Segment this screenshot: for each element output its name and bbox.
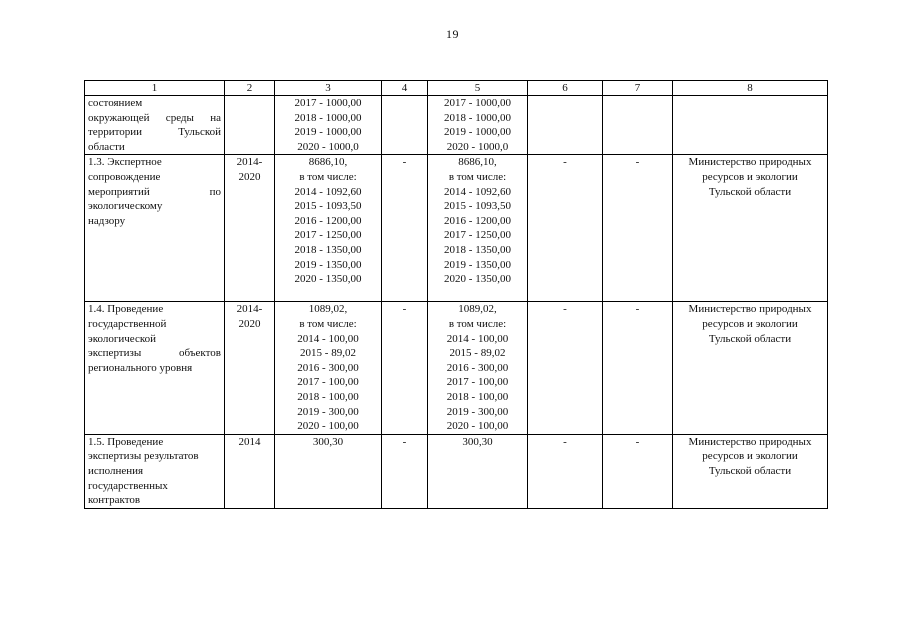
cell-line: 2016 - 300,00 [297, 361, 359, 374]
program-table [84, 80, 828, 509]
cell-line: 2016 - 300,00 [446, 361, 509, 374]
extrabudgetary-cell: - [603, 302, 673, 434]
regional-budget-cell [428, 96, 528, 155]
activity-name-cell [85, 434, 225, 508]
cell-line: надзору [88, 214, 126, 227]
regional-budget-cell [428, 302, 528, 434]
cell-line: 2017 - 100,00 [446, 376, 509, 389]
cell-line: 2014 - 1092,60 [294, 185, 362, 198]
cell-line: территории Тульской [88, 126, 221, 139]
cell-line: 2020 [238, 317, 261, 330]
header-cell: 8 [673, 81, 828, 96]
total-funding-cell [275, 155, 382, 302]
cell-line: 2020 - 1350,00 [294, 273, 362, 286]
header-cell: 7 [603, 81, 673, 96]
cell-line: 2018 - 1000,00 [294, 111, 362, 124]
cell-line: 2020 - 100,00 [446, 420, 509, 433]
cell-line: 2014 - 100,00 [297, 332, 359, 345]
total-funding-cell [275, 434, 382, 508]
regional-budget-cell [428, 434, 528, 508]
cell-line: ресурсов и экологии [702, 317, 798, 330]
cell-line: 2017 - 1000,00 [444, 97, 511, 109]
local-budget-cell: - [528, 302, 603, 434]
cell-line: 2015 - 1093,50 [294, 200, 362, 213]
header-cell: 4 [382, 81, 428, 96]
cell-line: окружающей среды на [88, 111, 221, 124]
activity-name-cell [85, 155, 225, 302]
total-funding-cell [275, 96, 382, 155]
cell-line: 2018 - 100,00 [297, 390, 359, 403]
cell-line: в том числе: [299, 170, 357, 183]
cell-line: в том числе: [448, 317, 507, 330]
header-cell: 2 [225, 81, 275, 96]
local-budget-cell: - [528, 155, 603, 302]
regional-budget-cell [428, 155, 528, 302]
federal-budget-cell [382, 96, 428, 155]
cell-line: экспертизы объектов [88, 347, 221, 360]
federal-budget-cell: - [382, 302, 428, 434]
cell-line: сопровождение [88, 170, 161, 183]
period-cell [225, 96, 275, 155]
extrabudgetary-cell: - [603, 155, 673, 302]
cell-line: 300,30 [312, 435, 344, 448]
cell-line: 2016 - 1200,00 [444, 214, 511, 227]
cell-line: исполнения [88, 464, 144, 477]
cell-line: ресурсов и экологии [702, 450, 798, 463]
period-cell [225, 155, 275, 302]
extrabudgetary-cell [603, 96, 673, 155]
cell-line: Министерство природных [688, 435, 812, 448]
cell-line: 2014 [238, 435, 261, 448]
table-row [85, 302, 828, 434]
cell-line: 2017 - 1000,00 [294, 97, 362, 109]
cell-line: 1.3. Экспертное [88, 156, 162, 169]
cell-line: экологической [88, 332, 156, 345]
period-cell [225, 302, 275, 434]
total-funding-cell [275, 302, 382, 434]
header-cell: 5 [428, 81, 528, 96]
table-row [85, 96, 828, 155]
cell-line: в том числе: [448, 170, 507, 183]
cell-line: ресурсов и экологии [702, 170, 798, 183]
cell-line: экспертизы результатов [88, 450, 199, 463]
cell-line: 2018 - 1000,00 [444, 111, 511, 124]
cell-line: 2020 - 1000,0 [297, 140, 359, 153]
header-row [85, 81, 828, 96]
federal-budget-cell: - [382, 434, 428, 508]
cell-line: мероприятий по [88, 185, 221, 198]
cell-line: Тульской области [708, 464, 792, 477]
cell-line: 2018 - 100,00 [446, 390, 509, 403]
cell-line: регионального уровня [88, 361, 193, 374]
cell-line: 2015 - 89,02 [449, 347, 506, 360]
header-cell: 1 [85, 81, 225, 96]
cell-line: 1089,02, [308, 303, 348, 316]
cell-line: 2014- [236, 303, 263, 316]
page-number: 19 [446, 27, 459, 41]
cell-line: 2014 - 1092,60 [444, 185, 511, 198]
cell-line: государственных [88, 479, 168, 492]
cell-line: 2020 - 1350,00 [444, 273, 511, 286]
executor-cell [673, 302, 828, 434]
header-cell: 3 [275, 81, 382, 96]
cell-line: контрактов [88, 494, 141, 507]
cell-line: 2019 - 1350,00 [444, 258, 511, 271]
cell-line: 8686,10, [308, 156, 348, 169]
cell-line: 8686,10, [458, 156, 497, 169]
federal-budget-cell: - [382, 155, 428, 302]
cell-line: 1.4. Проведение [88, 303, 164, 316]
cell-line: Министерство природных [688, 156, 812, 169]
cell-line: 2019 - 300,00 [297, 405, 359, 418]
executor-cell [673, 434, 828, 508]
cell-line: 2015 - 1093,50 [444, 200, 511, 213]
activity-name-cell [85, 302, 225, 434]
cell-line: 2019 - 1000,00 [444, 126, 511, 139]
table-row [85, 155, 828, 302]
cell-line: состоянием [88, 97, 143, 109]
cell-line: 2019 - 1000,00 [294, 126, 362, 139]
header-cell: 6 [528, 81, 603, 96]
extrabudgetary-cell: - [603, 434, 673, 508]
local-budget-cell: - [528, 434, 603, 508]
period-cell [225, 434, 275, 508]
cell-line: 2014- [236, 156, 263, 169]
cell-line: государственной [88, 317, 167, 330]
local-budget-cell [528, 96, 603, 155]
cell-line: 1089,02, [458, 303, 497, 316]
cell-line: Министерство природных [688, 303, 812, 316]
cell-line: 2018 - 1350,00 [294, 243, 362, 256]
cell-line: 2020 [238, 170, 261, 183]
cell-line: 2017 - 100,00 [297, 376, 359, 389]
cell-line: 300,30 [462, 435, 493, 448]
cell-line: 2017 - 1250,00 [444, 229, 511, 242]
table-row [85, 434, 828, 508]
executor-cell [673, 155, 828, 302]
cell-line: 2016 - 1200,00 [294, 214, 362, 227]
activity-name-cell [85, 96, 225, 155]
cell-line: 2014 - 100,00 [446, 332, 509, 345]
cell-line: области [88, 140, 125, 153]
cell-line: 2015 - 89,02 [300, 347, 356, 360]
cell-line: 2020 - 100,00 [297, 420, 359, 433]
cell-line: 2019 - 1350,00 [294, 258, 362, 271]
executor-cell [673, 96, 828, 155]
cell-line: 2018 - 1350,00 [444, 243, 511, 256]
cell-line: в том числе: [299, 317, 357, 330]
cell-line: Тульской области [708, 185, 792, 198]
cell-line: экологическому [88, 200, 163, 213]
cell-line: 2019 - 300,00 [446, 405, 509, 418]
cell-line: 2020 - 1000,0 [446, 140, 509, 153]
cell-line: Тульской области [708, 332, 792, 345]
cell-line: 1.5. Проведение [88, 435, 164, 448]
cell-line: 2017 - 1250,00 [294, 229, 362, 242]
